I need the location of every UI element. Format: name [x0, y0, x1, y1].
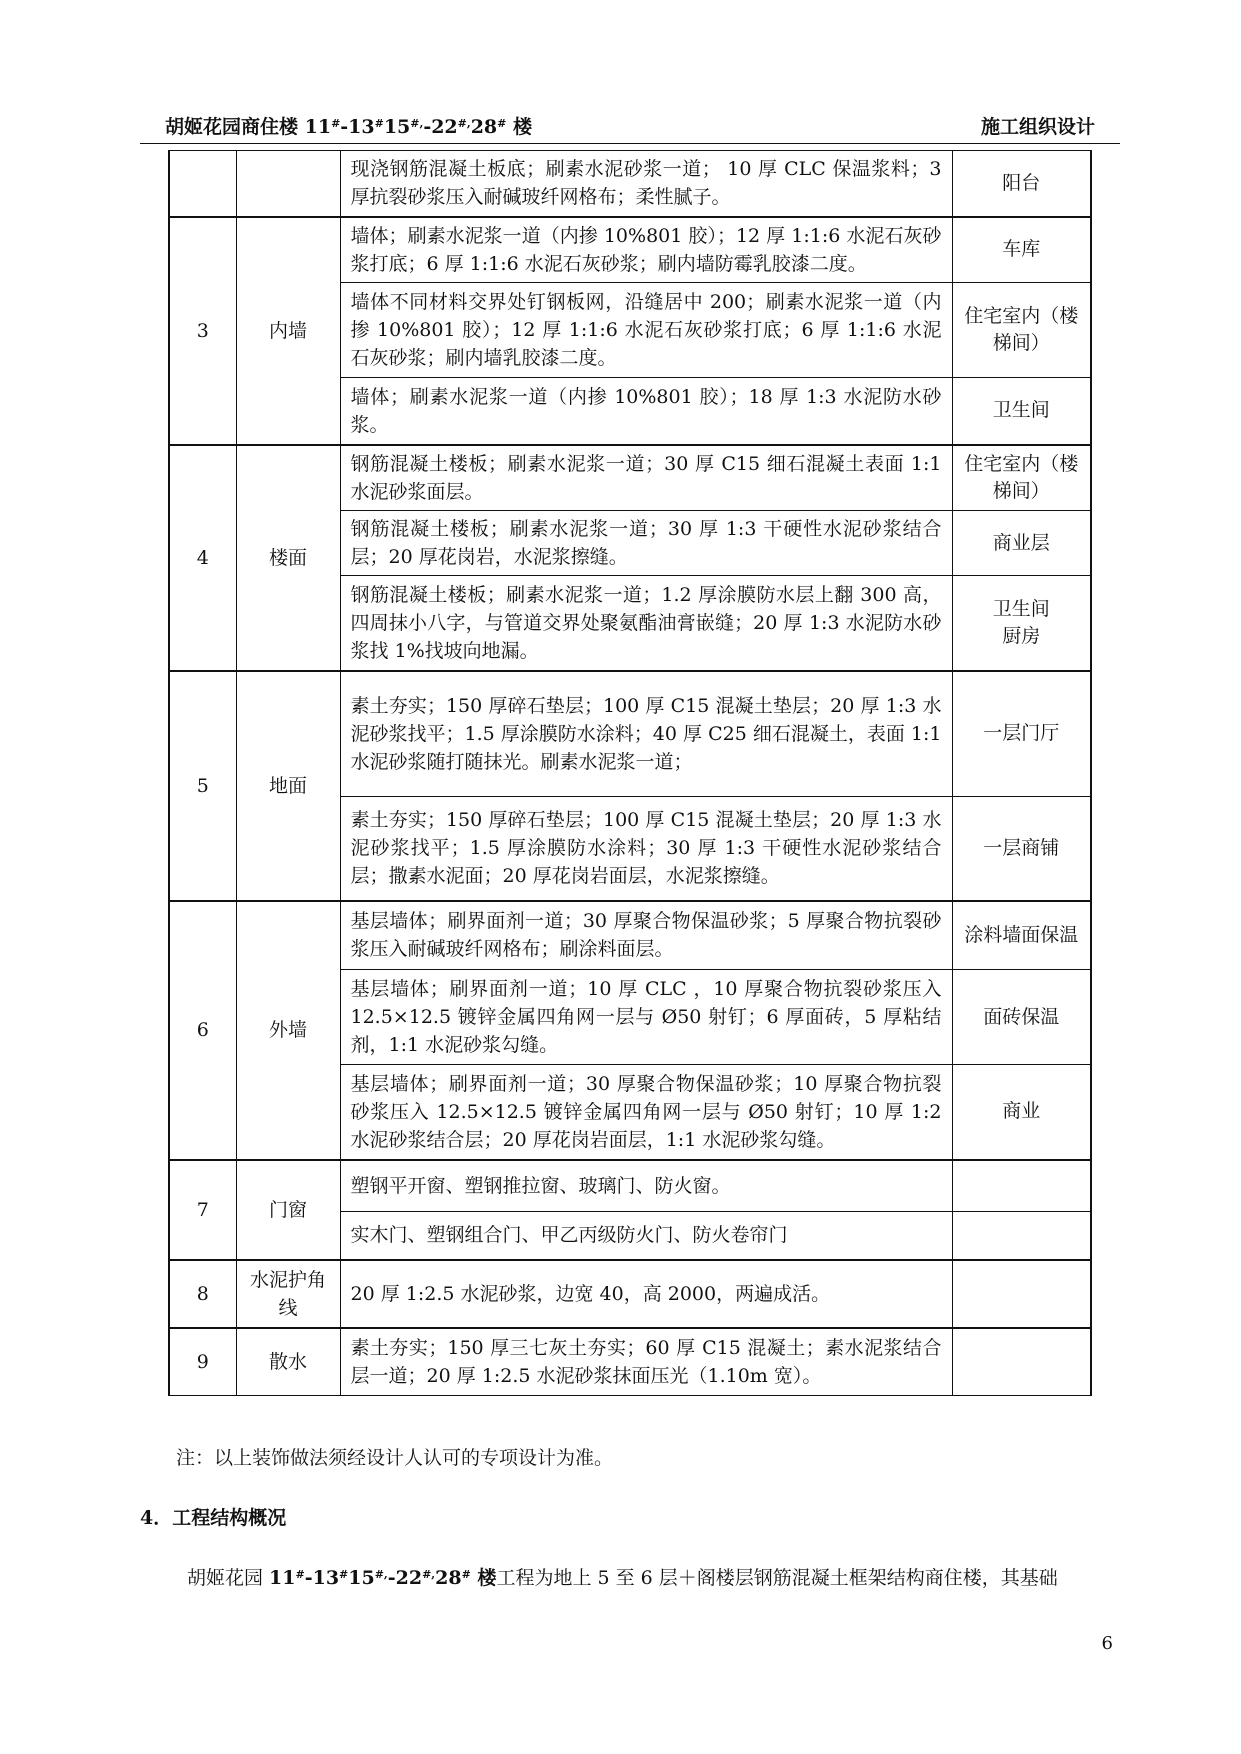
item-location: 一层商铺: [952, 797, 1091, 901]
section-paragraph: 胡姬花园 11#-13#15#,-22#,28# 楼工程为地上 5 至 6 层＋阁楼层钢筋混凝土框架结构商住楼，其基础: [187, 1567, 1058, 1589]
table-row: [169, 445, 1091, 511]
header-rule: [140, 143, 1120, 144]
item-description: 素土夯实；150 厚三七灰土夯实；60 厚 C15 混凝土；素水泥浆结合层一道；20 厚 1:2.5 水泥砂浆抹面压光（1.10m 宽）。: [340, 1328, 952, 1396]
item-name: 门窗: [236, 1160, 340, 1260]
header-doc-type: 施工组织设计: [980, 116, 1095, 138]
table-row: [169, 217, 1091, 283]
item-location: 车库: [952, 217, 1091, 283]
item-number: 5: [169, 671, 236, 901]
item-location: 涂料墙面保温: [952, 901, 1091, 970]
item-location: [952, 1160, 1091, 1212]
table-note: 注：以上装饰做法须经设计人认可的专项设计为准。: [176, 1447, 614, 1469]
item-name: 外墙: [236, 901, 340, 1160]
item-name: 内墙: [236, 217, 340, 446]
table-row: [169, 1328, 1091, 1396]
table-row: [169, 1260, 1091, 1328]
section-heading: 4．工程结构概况: [140, 1507, 287, 1529]
item-number: 3: [169, 217, 236, 446]
item-name: 楼面: [236, 445, 340, 671]
item-description: 基层墙体；刷界面剂一道；30 厚聚合物保温砂浆；10 厚聚合物抗裂砂浆压入 12.5×12.5 镀锌金属四角网一层与 Ø50 射钉；10 厚 1:2 水泥砂浆结合层；20 厚花岗岩面层，1:1 水泥砂浆勾缝。: [340, 1065, 952, 1160]
table-row: [169, 901, 1091, 970]
item-name: 水泥护角线: [236, 1260, 340, 1328]
table-row: [169, 1160, 1091, 1212]
item-number: 7: [169, 1160, 236, 1260]
item-location: [952, 1328, 1091, 1396]
item-name: [236, 151, 340, 217]
item-description: 基层墙体；刷界面剂一道；10 厚 CLC ，10 厚聚合物抗裂砂浆压入 12.5×12.5 镀锌金属四角网一层与 Ø50 射钉；6 厚面砖，5 厚粘结剂，1:1 水泥砂浆勾缝。: [340, 970, 952, 1065]
item-description: 钢筋混凝土楼板；刷素水泥浆一道；1.2 厚涂膜防水层上翻 300 高，四周抹小八字，与管道交界处聚氨酯油膏嵌缝；20 厚 1:3 水泥防水砂浆找 1%找坡向地漏。: [340, 576, 952, 671]
item-description: 实木门、塑钢组合门、甲乙丙级防火门、防火卷帘门: [340, 1212, 952, 1260]
item-location: 阳台: [952, 151, 1091, 217]
item-description: 墙体；刷素水泥浆一道（内掺 10%801 胶）；18 厚 1:3 水泥防水砂浆。: [340, 377, 952, 445]
item-location: 商业: [952, 1065, 1091, 1160]
item-description: 基层墙体；刷界面剂一道；30 厚聚合物保温砂浆；5 厚聚合物抗裂砂浆压入耐碱玻纤网格布；刷涂料面层。: [340, 901, 952, 970]
item-number: [169, 151, 236, 217]
item-location: 卫生间 厨房: [952, 576, 1091, 671]
item-location: 住宅室内（楼梯间）: [952, 445, 1091, 511]
item-location: 面砖保温: [952, 970, 1091, 1065]
page-header: [165, 111, 1095, 143]
item-description: 钢筋混凝土楼板；刷素水泥浆一道；30 厚 1:3 干硬性水泥砂浆结合层；20 厚花岗岩，水泥浆擦缝。: [340, 511, 952, 576]
item-description: 现浇钢筋混凝土板底；刷素水泥砂浆一道； 10 厚 CLC 保温浆料；3 厚抗裂砂浆压入耐碱玻纤网格布；柔性腻子。: [340, 151, 952, 217]
item-location: 一层门厅: [952, 671, 1091, 797]
item-description: 素土夯实；150 厚碎石垫层；100 厚 C15 混凝土垫层；20 厚 1:3 水泥砂浆找平；1.5 厚涂膜防水涂料；30 厚 1:3 干硬性水泥砂浆结合层；撒素水泥面；20 厚花岗岩面层，水泥浆擦缝。: [340, 797, 952, 901]
finish-spec-table: [168, 150, 1092, 1396]
page-number: 6: [1101, 1633, 1113, 1654]
item-number: 8: [169, 1260, 236, 1328]
item-description: 钢筋混凝土楼板；刷素水泥浆一道；30 厚 C15 细石混凝土表面 1:1 水泥砂浆面层。: [340, 445, 952, 511]
item-description: 墙体；刷素水泥浆一道（内掺 10%801 胶）；12 厚 1:1:6 水泥石灰砂浆打底；6 厚 1:1:6 水泥石灰砂浆；刷内墙防霉乳胶漆二度。: [340, 217, 952, 283]
item-description: 墙体不同材料交界处钉钢板网，沿缝居中 200；刷素水泥浆一道（内掺 10%801 胶）；12 厚 1:1:6 水泥石灰砂浆打底；6 厚 1:1:6 水泥石灰砂浆；刷内墙乳胶漆二度。: [340, 282, 952, 377]
table-row: [169, 671, 1091, 797]
item-location: [952, 1212, 1091, 1260]
item-location: 住宅室内（楼梯间）: [952, 282, 1091, 377]
item-number: 4: [169, 445, 236, 671]
item-description: 塑钢平开窗、塑钢推拉窗、玻璃门、防火窗。: [340, 1160, 952, 1212]
table-row: [169, 151, 1091, 217]
item-description: 20 厚 1:2.5 水泥砂浆，边宽 40，高 2000，两遍成活。: [340, 1260, 952, 1328]
item-location: 卫生间: [952, 377, 1091, 445]
item-location: [952, 1260, 1091, 1328]
item-name: 散水: [236, 1328, 340, 1396]
item-description: 素土夯实；150 厚碎石垫层；100 厚 C15 混凝土垫层；20 厚 1:3 水泥砂浆找平；1.5 厚涂膜防水涂料；40 厚 C25 细石混凝土，表面 1:1 水泥砂浆随打随抹光。刷素水泥浆一道；: [340, 671, 952, 797]
item-number: 9: [169, 1328, 236, 1396]
item-location: 商业层: [952, 511, 1091, 576]
item-name: 地面: [236, 671, 340, 901]
item-number: 6: [169, 901, 236, 1160]
header-project-title: 胡姬花园商住楼 11#-13#15#,-22#,28# 楼: [165, 116, 532, 138]
